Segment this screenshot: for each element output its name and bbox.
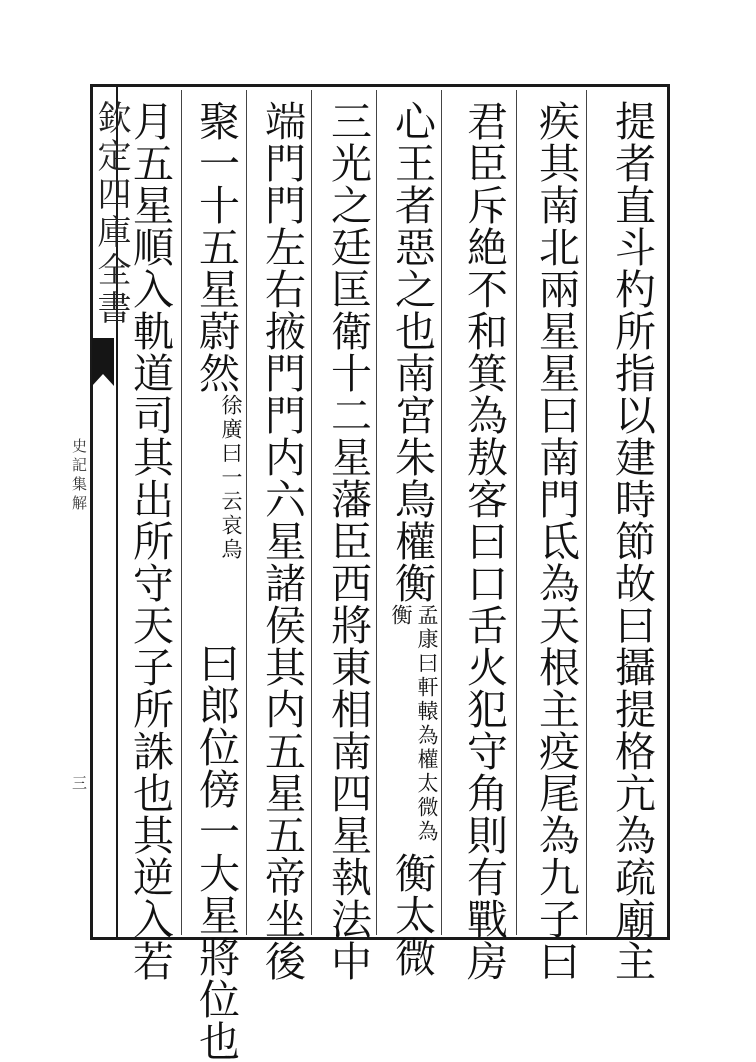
column-text: 月五星順入軌道司其出所守天子所誅也其逆入若 xyxy=(126,100,174,982)
column-text: 提者直斗杓所指以建時節故曰攝提格亢為疏廟主 xyxy=(608,100,656,982)
column-text: 心王者惡之也南宮朱鳥權衡 xyxy=(388,100,436,604)
column-rule xyxy=(586,90,587,935)
interlinear-note: 孟康曰軒轅為權太微為衡 xyxy=(389,604,439,844)
text-column-1 xyxy=(596,100,660,982)
column-rule xyxy=(441,90,442,935)
fish-tail-mark xyxy=(92,338,114,374)
text-column-5 xyxy=(320,100,376,982)
column-text: 疾其南北兩星星曰南門氐為天根主疫尾為九子曰 xyxy=(532,100,580,982)
text-column-2 xyxy=(524,100,584,982)
column-text: 聚一十五星蔚然 xyxy=(192,100,240,394)
text-column-6 xyxy=(254,100,310,982)
text-column-7 xyxy=(188,100,244,1062)
column-text: 君臣斥絶不和箕為敖客曰口舌火犯守角則有戰房 xyxy=(460,100,508,982)
text-column-3 xyxy=(450,100,512,982)
column-rule xyxy=(516,90,517,935)
collection-title: 欽定四庫全書 xyxy=(91,100,131,328)
column-text: 三光之廷匡衛十二星藩臣西將東相南四星執法中 xyxy=(324,100,372,982)
book-title: 史記集解 xyxy=(70,438,88,514)
interlinear-note: 徐廣曰一云哀烏 xyxy=(219,394,243,562)
column-rule xyxy=(246,90,247,935)
text-column-8 xyxy=(122,100,178,982)
column-text: 端門門左右掖門門内六星諸侯其内五星五帝坐後 xyxy=(258,100,306,982)
column-rule xyxy=(311,90,312,935)
column-rule xyxy=(376,90,377,935)
column-rule xyxy=(181,90,182,935)
page-number: 三 xyxy=(70,775,88,790)
column-text-continued: 衡太微 xyxy=(388,852,436,978)
text-column-4 xyxy=(384,100,440,978)
column-text-continued: 曰郎位傍一大星將位也 xyxy=(192,642,240,1062)
